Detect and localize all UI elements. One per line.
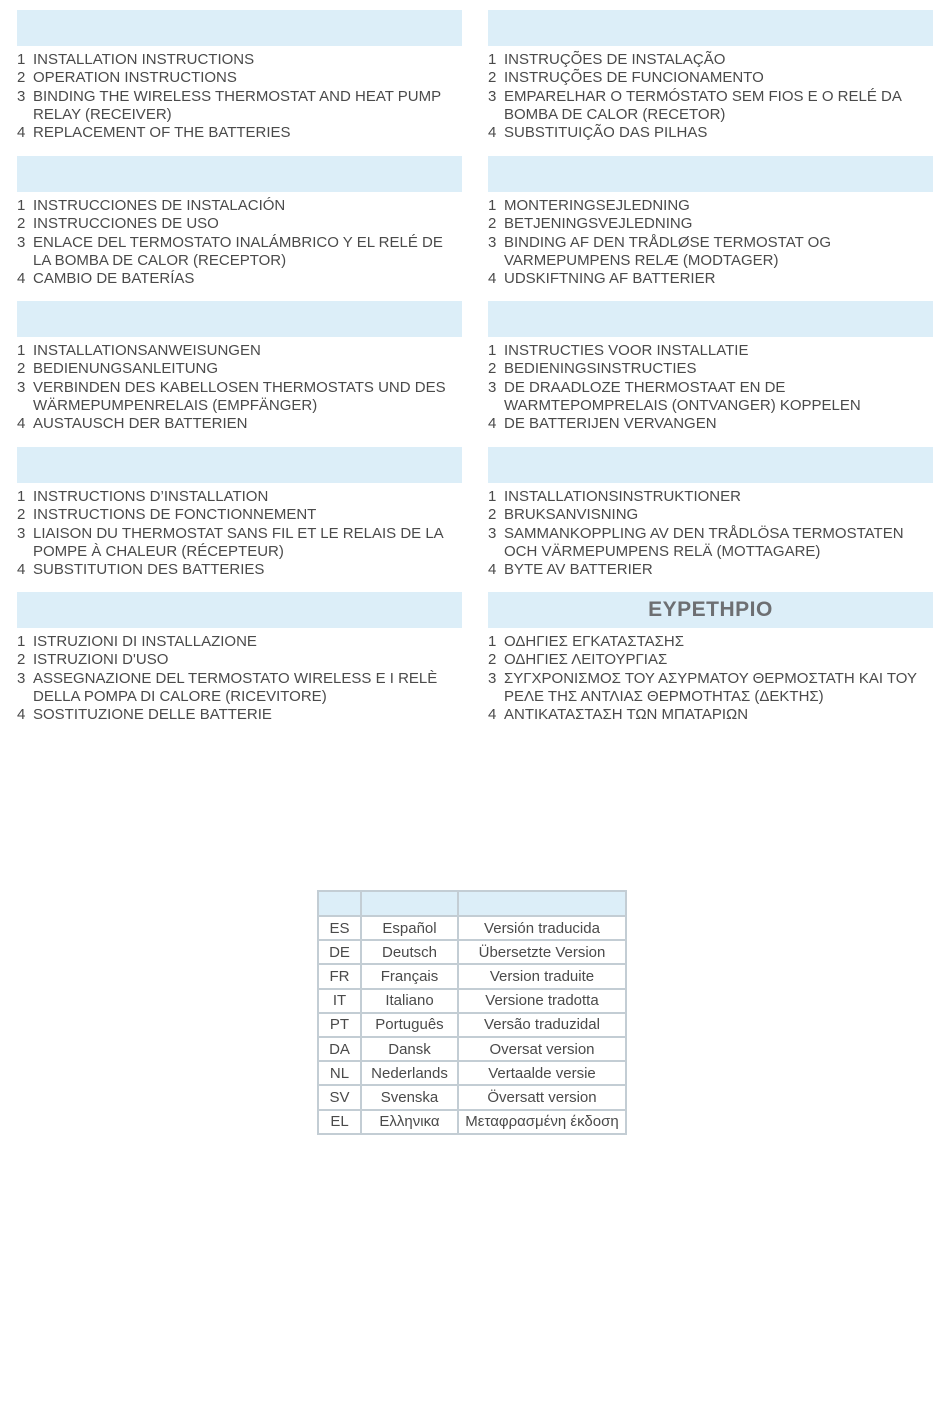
- item-text: BINDING THE WIRELESS THERMOSTAT AND HEAT PUMP RELAY (RECEIVER): [33, 87, 441, 123]
- list-item: [17, 215, 462, 233]
- item-number: 3: [17, 378, 26, 396]
- item-list: [17, 488, 462, 579]
- section-header: [17, 447, 462, 483]
- item-number: 2: [488, 651, 497, 669]
- list-item: [488, 69, 933, 87]
- list-item: [17, 506, 462, 524]
- item-text: VERBINDEN DES KABELLOSEN THERMOSTATS UND DES WÄRMEPUMPENRELAIS (EMPFÄNGER): [33, 378, 446, 414]
- item-number: 2: [17, 215, 26, 233]
- list-item: [17, 488, 462, 506]
- item-text: INSTRUCTIONS D’INSTALLATION: [33, 488, 269, 505]
- table-header-row: [318, 891, 626, 916]
- section-header: [17, 156, 462, 192]
- item-text: REPLACEMENT OF THE BATTERIES: [33, 124, 291, 142]
- code-cell: DE: [318, 940, 361, 964]
- item-number: 1: [17, 633, 26, 650]
- item-text: ENLACE DEL TERMOSTATO INALÁMBRICO Y EL RELÉ DE LA BOMBA DE CALOR (RECEPTOR): [33, 233, 443, 269]
- item-text: BINDING AF DEN TRÅDLØSE TERMOSTAT OG VARMEPUMPENS RELÆ (MODTAGER): [504, 233, 831, 269]
- list-item: [488, 270, 933, 288]
- list-item: [17, 51, 462, 69]
- item-text: INSTRUÇÕES DE FUNCIONAMENTO: [504, 69, 764, 87]
- section-header: [17, 10, 462, 46]
- section-header: [17, 592, 462, 628]
- item-text: ΣΥΓΧΡΟΝΙΣΜΟΣ ΤΟΥ ΑΣΥΡΜΑΤΟΥ ΘΕΡΜΟΣΤΑΤΗ ΚΑΙ ΤΟΥ ΡΕΛΕ ΤΗΣ ΑΝΤΛΙΑΣ ΘΕΡΜΟΤΗΤΑΣ (ΔΕΚΤΗΣ): [504, 669, 917, 705]
- item-number: 3: [488, 233, 497, 251]
- index-section-fr: [17, 447, 462, 579]
- code-cell: DA: [318, 1037, 361, 1061]
- item-list: [17, 197, 462, 288]
- item-number: 1: [488, 633, 497, 650]
- item-text: INSTALLATIONSANWEISUNGEN: [33, 342, 261, 359]
- item-number: 3: [17, 524, 26, 542]
- list-item: [488, 561, 933, 579]
- index-section-el: [488, 592, 933, 724]
- item-number: 3: [488, 378, 497, 396]
- item-number: 2: [488, 506, 497, 524]
- item-number: 2: [17, 506, 26, 524]
- list-item: [17, 415, 462, 433]
- item-text: MONTERINGSEJLEDNING: [504, 197, 690, 214]
- list-item: [488, 670, 933, 707]
- list-item: [17, 651, 462, 669]
- version-cell: Oversat version: [458, 1037, 626, 1061]
- item-text: DE BATTERIJEN VERVANGEN: [504, 415, 717, 433]
- index-section-sv: [488, 447, 933, 579]
- section-header: [17, 301, 462, 337]
- version-cell: Versión traducida: [458, 916, 626, 940]
- list-item: [488, 197, 933, 215]
- item-number: 1: [488, 342, 497, 359]
- list-item: [488, 124, 933, 142]
- item-list: [17, 633, 462, 724]
- table-row: [318, 1037, 626, 1061]
- list-item: [488, 51, 933, 69]
- item-text: ISTRUZIONI D'USO: [33, 651, 169, 669]
- table-row: [318, 1085, 626, 1109]
- item-number: 4: [488, 561, 497, 579]
- list-item: [488, 415, 933, 433]
- header-cell-language: [361, 891, 458, 916]
- index-section-de: [17, 301, 462, 433]
- section-header: [488, 301, 933, 337]
- table-row: [318, 940, 626, 964]
- item-text: OPERATION INSTRUCTIONS: [33, 69, 237, 87]
- item-list: [488, 197, 933, 288]
- item-number: 3: [17, 233, 26, 251]
- item-list: [17, 51, 462, 142]
- item-number: 1: [17, 51, 26, 68]
- code-cell: NL: [318, 1061, 361, 1085]
- item-number: 4: [488, 270, 497, 288]
- item-list: [488, 342, 933, 433]
- item-text: BEDIENINGSINSTRUCTIES: [504, 360, 697, 378]
- list-item: [17, 234, 462, 271]
- item-number: 1: [488, 488, 497, 505]
- version-cell: Version traduite: [458, 964, 626, 988]
- item-number: 2: [488, 69, 497, 87]
- item-text: SUBSTITUIÇÃO DAS PILHAS: [504, 124, 708, 142]
- item-number: 1: [17, 197, 26, 214]
- list-item: [488, 633, 933, 651]
- item-text: BRUKSANVISNING: [504, 506, 639, 524]
- item-text: SOSTITUZIONE DELLE BATTERIE: [33, 706, 272, 724]
- list-item: [17, 360, 462, 378]
- code-cell: EL: [318, 1110, 361, 1134]
- item-number: 1: [488, 51, 497, 68]
- list-item: [17, 525, 462, 562]
- index-section-it: [17, 592, 462, 724]
- version-cell: Μεταφρασμένη έκδοση: [458, 1110, 626, 1134]
- table-row: [318, 1110, 626, 1134]
- version-cell: Versione tradotta: [458, 989, 626, 1013]
- language-cell: Deutsch: [361, 940, 458, 964]
- item-number: 2: [488, 360, 497, 378]
- index-section-es: [17, 156, 462, 288]
- item-text: DE DRAADLOZE THERMOSTAAT EN DE WARMTEPOMPRELAIS (ONTVANGER) KOPPELEN: [504, 378, 861, 414]
- code-cell: ES: [318, 916, 361, 940]
- list-item: [488, 342, 933, 360]
- item-number: 1: [488, 197, 497, 214]
- code-cell: FR: [318, 964, 361, 988]
- item-number: 1: [17, 342, 26, 359]
- list-item: [488, 488, 933, 506]
- item-text: SAMMANKOPPLING AV DEN TRÅDLÖSA TERMOSTATEN OCH VÄRMEPUMPENS RELÄ (MOTTAGARE): [504, 524, 904, 560]
- item-number: 3: [17, 87, 26, 105]
- item-text: ΟΔΗΓΙΕΣ ΛΕΙΤΟΥΡΓΙΑΣ: [504, 651, 668, 669]
- item-text: INSTRUCCIONES DE INSTALACIÓN: [33, 197, 286, 214]
- list-item: [488, 234, 933, 271]
- item-number: 2: [17, 651, 26, 669]
- list-item: [17, 197, 462, 215]
- version-cell: Übersetzte Version: [458, 940, 626, 964]
- item-number: 4: [488, 415, 497, 433]
- index-section-en: [17, 10, 462, 142]
- item-text: ASSEGNAZIONE DEL TERMOSTATO WIRELESS E I RELÈ DELLA POMPA DI CALORE (RICEVITORE): [33, 669, 438, 705]
- header-cell-version: [458, 891, 626, 916]
- item-text: ΟΔΗΓΙΕΣ ΕΓΚΑΤΑΣΤΑΣΗΣ: [504, 633, 684, 650]
- item-text: INSTALLATION INSTRUCTIONS: [33, 51, 255, 68]
- item-number: 4: [17, 706, 26, 724]
- item-text: LIAISON DU THERMOSTAT SANS FIL ET LE RELAIS DE LA POMPE À CHALEUR (RÉCEPTEUR): [33, 524, 443, 560]
- list-item: [488, 360, 933, 378]
- version-cell: Versão traduzidal: [458, 1013, 626, 1037]
- item-number: 3: [17, 669, 26, 687]
- item-text: INSTALLATIONSINSTRUKTIONER: [504, 488, 741, 505]
- index-section-da: [488, 156, 933, 288]
- section-title: ΕΥΡΕΤΗΡΙΟ: [648, 598, 773, 621]
- language-cell: Español: [361, 916, 458, 940]
- header-cell-code: [318, 891, 361, 916]
- language-cell: Français: [361, 964, 458, 988]
- item-list: [488, 633, 933, 724]
- item-text: INSTRUCCIONES DE USO: [33, 215, 219, 233]
- list-item: [488, 215, 933, 233]
- language-cell: Nederlands: [361, 1061, 458, 1085]
- list-item: [17, 342, 462, 360]
- item-list: [488, 51, 933, 142]
- item-text: INSTRUÇÕES DE INSTALAÇÃO: [504, 51, 726, 68]
- list-item: [17, 670, 462, 707]
- section-header: [488, 447, 933, 483]
- item-text: ΑΝΤΙΚΑΤΑΣΤΑΣΗ ΤΩΝ ΜΠΑΤΑΡΙΩΝ: [504, 706, 749, 724]
- item-text: BYTE AV BATTERIER: [504, 561, 653, 579]
- code-cell: PT: [318, 1013, 361, 1037]
- item-number: 2: [17, 69, 26, 87]
- item-number: 4: [17, 124, 26, 142]
- table-row: [318, 989, 626, 1013]
- table-row: [318, 1061, 626, 1085]
- table-row: [318, 964, 626, 988]
- language-cell: Ελληνικα: [361, 1110, 458, 1134]
- item-number: 4: [17, 415, 26, 433]
- item-number: 4: [488, 124, 497, 142]
- item-number: 2: [488, 215, 497, 233]
- table-row: [318, 916, 626, 940]
- section-header: [488, 10, 933, 46]
- version-cell: Översatt version: [458, 1085, 626, 1109]
- item-number: 2: [17, 360, 26, 378]
- list-item: [17, 379, 462, 416]
- list-item: [488, 379, 933, 416]
- item-list: [488, 488, 933, 579]
- item-number: 3: [488, 669, 497, 687]
- list-item: [17, 124, 462, 142]
- list-item: [17, 270, 462, 288]
- index-section-pt: [488, 10, 933, 142]
- list-item: [17, 706, 462, 724]
- list-item: [17, 88, 462, 125]
- index-section-nl: [488, 301, 933, 433]
- list-item: [17, 633, 462, 651]
- list-item: [488, 525, 933, 562]
- item-text: BETJENINGSVEJLEDNING: [504, 215, 693, 233]
- code-cell: SV: [318, 1085, 361, 1109]
- item-number: 3: [488, 87, 497, 105]
- item-text: BEDIENUNGSANLEITUNG: [33, 360, 219, 378]
- item-text: INSTRUCTIES VOOR INSTALLATIE: [504, 342, 749, 359]
- list-item: [17, 561, 462, 579]
- item-number: 4: [17, 270, 26, 288]
- item-list: [17, 342, 462, 433]
- section-header: [488, 156, 933, 192]
- item-text: EMPARELHAR O TERMÓSTATO SEM FIOS E O RELÉ DA BOMBA DE CALOR (RECETOR): [504, 87, 902, 123]
- list-item: [488, 506, 933, 524]
- item-text: UDSKIFTNING AF BATTERIER: [504, 270, 716, 288]
- list-item: [17, 69, 462, 87]
- version-cell: Vertaalde versie: [458, 1061, 626, 1085]
- language-cell: Svenska: [361, 1085, 458, 1109]
- language-cell: Italiano: [361, 989, 458, 1013]
- item-text: SUBSTITUTION DES BATTERIES: [33, 561, 265, 579]
- table-row: [318, 1013, 626, 1037]
- list-item: [488, 88, 933, 125]
- language-cell: Dansk: [361, 1037, 458, 1061]
- item-text: CAMBIO DE BATERÍAS: [33, 270, 195, 288]
- language-cell: Português: [361, 1013, 458, 1037]
- list-item: [488, 651, 933, 669]
- item-number: 3: [488, 524, 497, 542]
- item-number: 1: [17, 488, 26, 505]
- item-text: INSTRUCTIONS DE FONCTIONNEMENT: [33, 506, 317, 524]
- code-cell: IT: [318, 989, 361, 1013]
- item-text: AUSTAUSCH DER BATTERIEN: [33, 415, 248, 433]
- item-number: 4: [17, 561, 26, 579]
- section-header: [488, 592, 933, 628]
- language-table: [317, 890, 627, 1135]
- list-item: [488, 706, 933, 724]
- item-text: ISTRUZIONI DI INSTALLAZIONE: [33, 633, 257, 650]
- item-number: 4: [488, 706, 497, 724]
